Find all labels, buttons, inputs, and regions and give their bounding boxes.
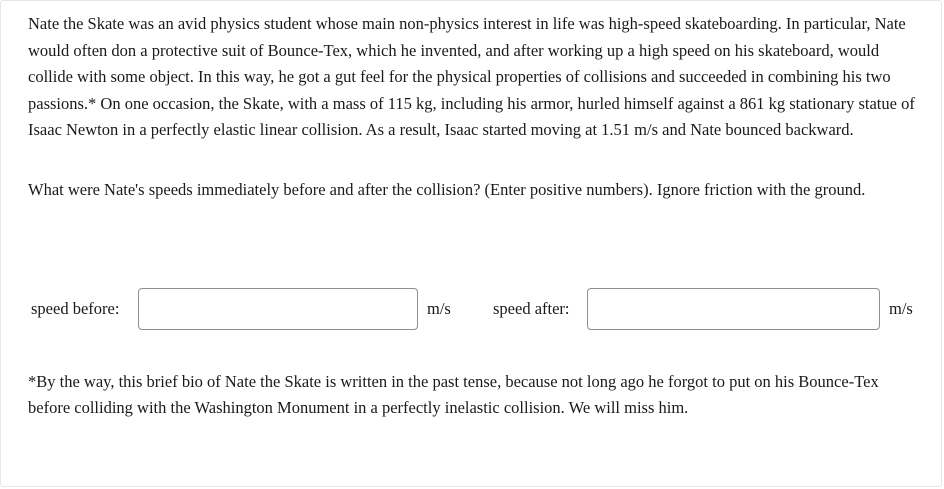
question-prompt: What were Nate's speeds immediately before and after the collision? (Enter positive numbers). Ignore friction with the ground.: [28, 180, 866, 199]
speed-after-input[interactable]: [587, 288, 880, 330]
answer-row: [1, 288, 944, 330]
speed-before-unit: m/s: [427, 299, 451, 318]
speed-after-label: speed after:: [493, 299, 570, 318]
speed-before-input[interactable]: [138, 288, 418, 330]
footnote: *By the way, this brief bio of Nate the Skate is written in the past tense, because not long ago he forgot to put on his Bounce-Tex before colliding with the Washington Monument in a perfectly inelastic collision. We will miss him.: [28, 372, 879, 417]
speed-after-unit: m/s: [889, 299, 913, 318]
problem-statement: Nate the Skate was an avid physics student whose main non-physics interest in life was high-speed skateboarding. In particular, Nate would often don a protective suit of Bounce-Tex, which he invented, and after working up a high speed on his skateboard, would collide with some object. In this way, he got a gut feel for the physical properties of collisions and succeeded in combining his two passions.* On one occasion, the Skate, with a mass of 115 kg, including his armor, hurled himself against a 861 kg stationary statue of Isaac Newton in a perfectly elastic linear collision. As a result, Isaac started moving at 1.51 m/s and Nate bounced backward.: [28, 14, 915, 140]
speed-before-label: speed before:: [31, 299, 120, 318]
